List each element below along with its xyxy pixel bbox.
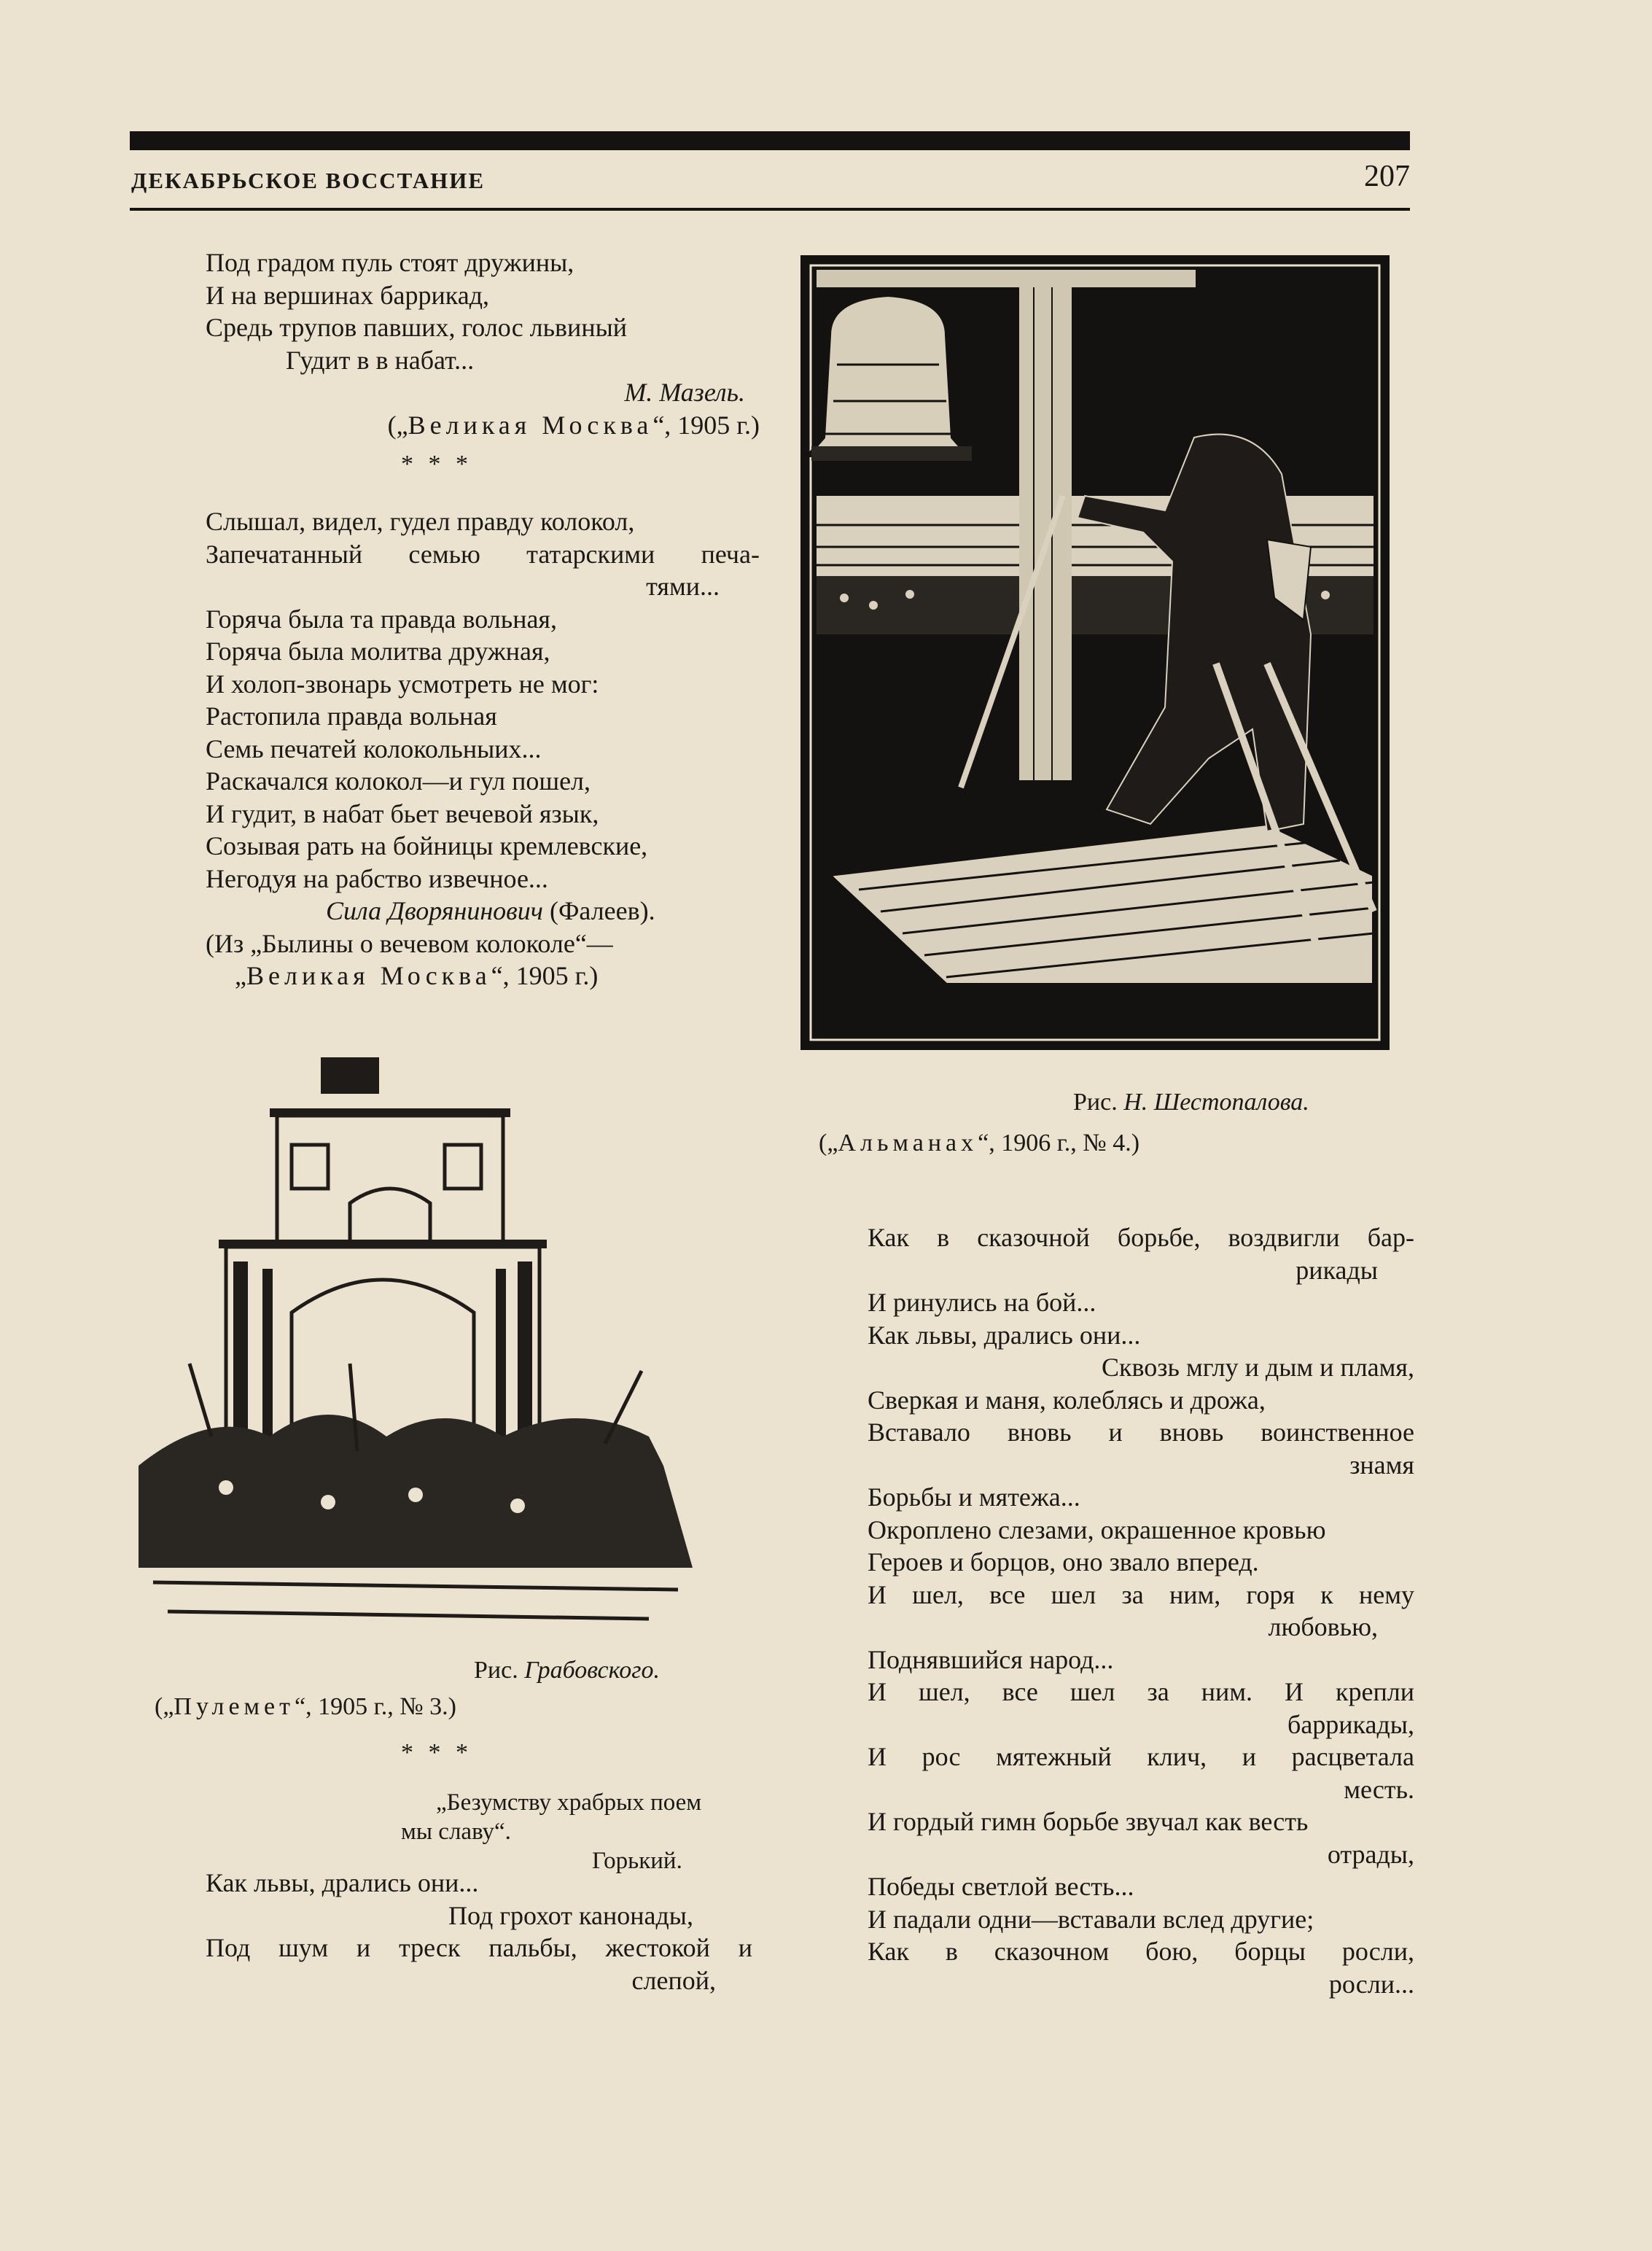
poem-line: Сквозь мглу и дым и пламя, — [1102, 1353, 1414, 1382]
epigraph-line: мы славу“. — [401, 1819, 511, 1845]
poem-source: „Великая Москва“, 1905 г.) — [235, 961, 599, 990]
poem-line: И шел, все шел за ним. И крепли — [868, 1677, 1414, 1706]
epigraph-author: Горький. — [592, 1848, 682, 1874]
poem-line: И на вершинах баррикад, — [206, 280, 490, 310]
bell-figure-source: („Альманах“, 1906 г., № 4.) — [819, 1130, 1140, 1156]
poem-line: рикады — [1296, 1255, 1378, 1285]
poem-line: Раскачался колокол—и гул пошел, — [206, 766, 591, 796]
poem-barricades — [868, 1221, 1414, 2000]
poem-line: Поднявшийся народ... — [868, 1644, 1114, 1674]
poem-line: Победы светлой весть... — [868, 1872, 1134, 1901]
poem-line: росли... — [1328, 1969, 1414, 1999]
arch-figure-source: („Пулемет“, 1905 г., № 3.) — [155, 1693, 456, 1720]
poem-line: Как львы, дрались они... — [868, 1320, 1141, 1350]
poem-line: Как в сказочном бою, борцы росли, — [868, 1937, 1414, 1966]
poem-line: И гудит, в набат бьет вечевой язык, — [206, 798, 599, 828]
poem-lions — [206, 1867, 752, 1997]
running-title: ДЕКАБРЬСКОЕ ВОССТАНИЕ — [131, 168, 486, 193]
header-thick-rule — [130, 131, 1410, 150]
poem-line: Как львы, дрались они... — [206, 1868, 479, 1897]
poem-line: Горяча была та правда вольная, — [206, 604, 557, 634]
poem-line: Средь трупов павших, голос львиный — [206, 313, 628, 342]
poem-line: И гордый гимн борьбе звучал как весть — [868, 1807, 1309, 1836]
poem-line: Окроплено слезами, окрашенное кровью — [868, 1515, 1326, 1544]
section-separator: * * * — [401, 451, 472, 478]
poem-author: Сила Дворянинович (Фалеев). — [326, 896, 655, 925]
poem-line: Сверкая и маня, колеблясь и дрожа, — [868, 1385, 1266, 1415]
poem-line: Созывая рать на бойницы кремлевские, — [206, 831, 648, 860]
arch-figure-caption: Рис. Грабовского. — [474, 1657, 661, 1684]
poem-source: (Из „Былины о вечевом колоколе“— — [206, 928, 613, 958]
poem-line: Борьбы и мятежа... — [868, 1482, 1080, 1512]
poem-line: Героев и борцов, оно звало вперед. — [868, 1547, 1259, 1577]
poem-line: И ринулись на бой... — [868, 1288, 1096, 1317]
poem-line: И падали одни—вставали вслед другие; — [868, 1904, 1314, 1934]
poem-line: И шел, все шел за ним, горя к нему — [868, 1579, 1414, 1609]
poem-line: отрады, — [1327, 1839, 1414, 1869]
poem-line: месть. — [1344, 1774, 1414, 1804]
bell-ringer-engraving-icon — [800, 255, 1390, 1050]
poem-line: Вставало вновь и вновь воинственное — [868, 1418, 1414, 1447]
poem-mazel — [206, 246, 760, 441]
poem-line: Гудит в в набат... — [286, 345, 475, 375]
poem-line: И рос мятежный клич, и расцветала — [868, 1742, 1414, 1771]
poem-line: Под градом пуль стоят дружины, — [206, 248, 574, 277]
epigraph-line: „Безумству храбрых поем — [436, 1789, 702, 1816]
poem-epigraph — [401, 1788, 751, 1875]
poem-author: М. Мазель. — [624, 378, 745, 407]
poem-line: тями... — [646, 572, 720, 601]
poem-line: И холоп-звонарь усмотреть не мог: — [206, 669, 599, 699]
poem-faleev — [206, 505, 760, 992]
page-number: 207 — [1364, 160, 1410, 193]
poem-line: Слышал, видел, гудел правду колокол, — [206, 507, 635, 536]
poem-line: Растопила правда вольная — [206, 701, 497, 731]
bell-figure-caption: Рис. Н. Шестопалова. — [1073, 1089, 1309, 1116]
section-separator: * * * — [401, 1739, 472, 1766]
triumphal-arch-battle-drawing-icon — [139, 1057, 736, 1641]
poem-line: Негодуя на рабство извечное... — [206, 863, 548, 893]
header-thin-rule — [130, 208, 1410, 211]
poem-line: Горяча была молитва дружная, — [206, 637, 550, 666]
poem-line: знамя — [1349, 1450, 1414, 1480]
poem-line: Семь печатей колокольныих... — [206, 734, 542, 763]
poem-line: баррикады, — [1287, 1709, 1414, 1739]
poem-source: („Великая Москва“, 1905 г.) — [387, 410, 760, 440]
poem-line: Под шум и треск пальбы, жестокой и — [206, 1933, 752, 1962]
poem-line: Запечатанный семью татарскими печа- — [206, 539, 760, 569]
poem-line: любовью, — [1268, 1612, 1378, 1641]
poem-line: Как в сказочной борьбе, воздвигли бар- — [868, 1223, 1414, 1252]
poem-line: слепой, — [631, 1965, 716, 1995]
poem-line: Под грохот канонады, — [448, 1900, 693, 1930]
